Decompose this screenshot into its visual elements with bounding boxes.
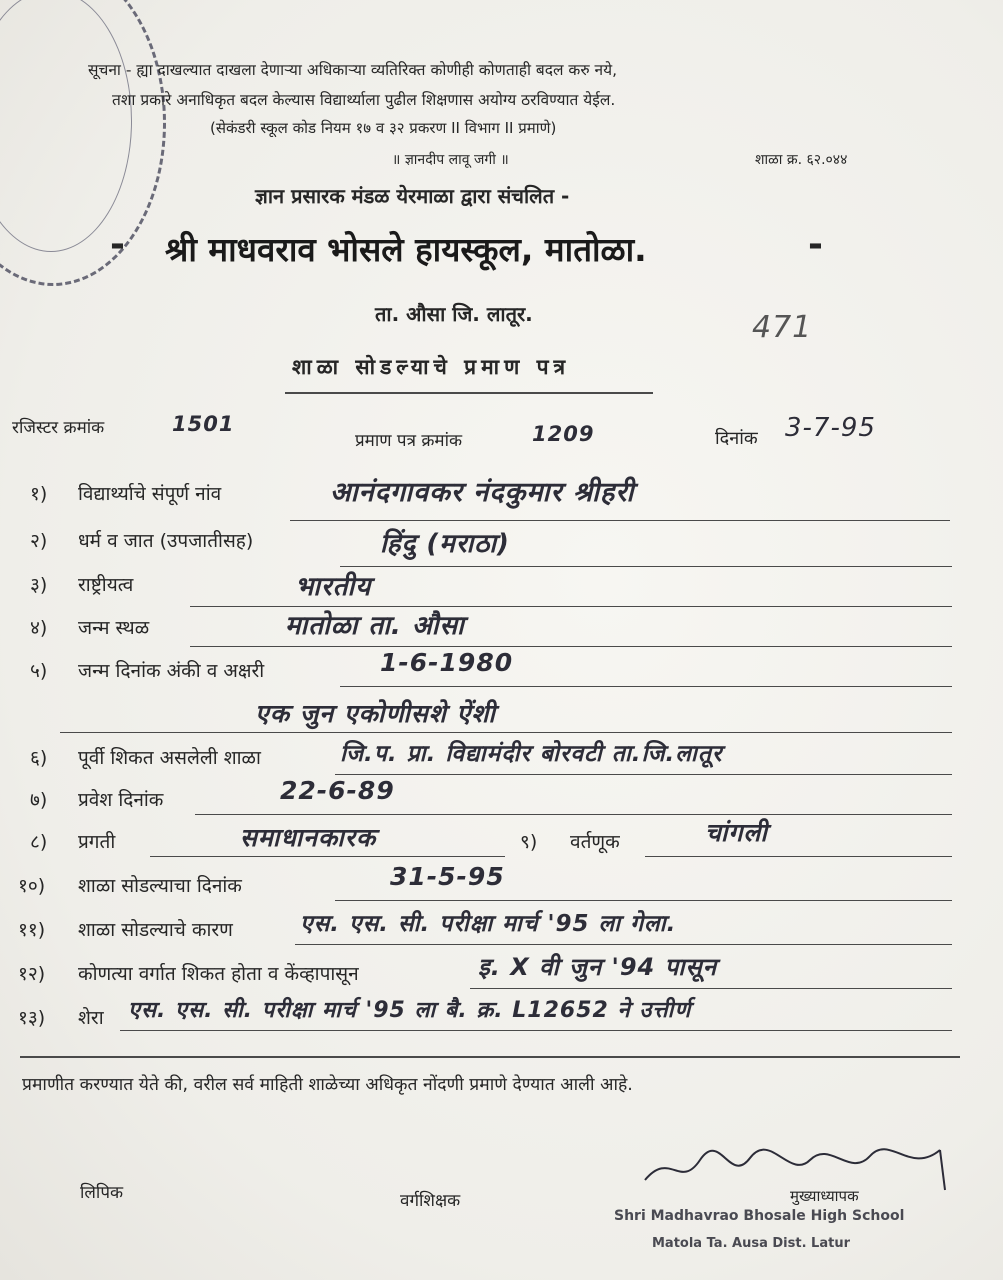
certificate-number-value: 1209 [532,422,595,446]
field-5-number: ५) [30,660,48,682]
field-11-value: एस. एस. सी. परीक्षा मार्च '95 ला गेला. [300,911,677,937]
field-1-value: आनंदगावकर नंदकुमार श्रीहरी [330,477,635,508]
field-2-value: हिंदु (मराठा) [380,529,510,559]
field-4-label: जन्म स्थळ [78,617,150,639]
field-2-label: धर्म व जात (उपजातीसह) [78,530,254,552]
notice-line-1: सूचना - ह्या दाखल्यात दाखला देणाऱ्या अधिकाऱ्या व्यतिरिक्त कोणीही कोणताही बदल करु नये, [88,61,618,79]
field-8-label: प्रगती [78,831,116,853]
field-5-rule [340,686,952,687]
field-4-number: ४) [30,617,48,639]
field-5-words-value: एक जुन एकोणीसशे ऐंशी [255,699,496,728]
notice-line-3: (सेकंडरी स्कूल कोड नियम १७ व ३२ प्रकरण II विभाग II प्रमाणे) [210,119,557,137]
field-3-number: ३) [30,574,48,596]
field-11-number: ११) [18,919,46,941]
field-13-rule [120,1030,952,1031]
title-underline [285,392,653,394]
field-6-rule [335,774,952,775]
school-stamp-line-1: Shri Madhavrao Bhosale High School [614,1208,905,1224]
field-1-rule [290,520,950,521]
field-12-label: कोणत्या वर्गात शिकत होता व केंव्हापासून [78,963,359,985]
field-13-label: शेरा [78,1007,104,1029]
field-5-words-rule [60,732,952,733]
field-5-value: 1-6-1980 [380,648,514,677]
field-7-label: प्रवेश दिनांक [78,789,164,811]
field-5-label: जन्म दिनांक अंकी व अक्षरी [78,660,265,682]
register-label: रजिस्टर क्रमांक [12,418,105,438]
field-11-rule [295,944,952,945]
clerk-label: लिपिक [80,1183,124,1203]
field-6-number: ६) [30,747,48,769]
notice-line-2: तशा प्रकारे अनाधिकृत बदल केल्यास विद्यार्थ्याला पुढील शिक्षणास अयोग्य ठरविण्यात येईल. [112,91,616,109]
field-10-number: १०) [18,875,46,897]
field-11-label: शाळा सोडल्याचे कारण [78,919,233,941]
school-stamp-line-2: Matola Ta. Ausa Dist. Latur [652,1236,850,1251]
register-value: 1501 [172,412,235,436]
field-3-label: राष्ट्रीयत्व [78,574,134,596]
serial-number-handwritten: 471 [752,310,813,345]
conduct-number: ९) [520,831,538,853]
field-1-number: १) [30,483,48,505]
field-12-number: १२) [18,963,46,985]
attestation-text: प्रमाणीत करण्यात येते की, वरील सर्व माहिती शाळेच्या अधिकृत नोंदणी प्रमाणे देण्यात आली आहे. [22,1075,633,1095]
field-10-value: 31-5-95 [390,862,505,891]
field-4-value: मातोळा ता. औसा [285,611,465,641]
school-code: शाळा क्र. ६२.०४४ [755,152,848,168]
school-name: श्री माधवराव भोसले हायस्कूल, मातोळा. [165,230,647,269]
conduct-rule [645,856,952,857]
field-13-value: एस. एस. सी. परीक्षा मार्च '95 ला बै. क्र. L12652 ने उत्तीर्ण [128,998,692,1023]
conduct-label: वर्तणूक [570,831,620,853]
field-10-label: शाळा सोडल्याचा दिनांक [78,875,242,897]
field-8-rule [150,856,505,857]
field-7-value: 22-6-89 [280,776,395,805]
title-dash-left: - [110,224,125,265]
trust-line: ज्ञान प्रसारक मंडळ येरमाळा द्वारा संचलित - [255,184,570,208]
field-7-number: ७) [30,789,48,811]
title-dash-right: - [808,224,823,265]
field-12-rule [470,988,952,989]
location: ता. औसा जि. लातूर. [375,302,533,326]
field-1-label: विद्यार्थ्याचे संपूर्ण नांव [78,483,222,505]
field-2-rule [340,566,952,567]
field-3-value: भारतीय [295,572,372,602]
certificate-title: शाळा सोडल्याचे प्रमाण पत्र [292,355,571,379]
field-6-label: पूर्वी शिकत असलेली शाळा [78,747,261,769]
field-8-value: समाधानकारक [240,823,377,852]
field-7-rule [195,814,952,815]
class-teacher-label: वर्गशिक्षक [400,1191,461,1211]
field-6-value: जि.प. प्रा. विद्यामंदीर बोरवटी ता.जि.लातूर [340,741,723,767]
field-4-rule [190,646,952,647]
field-13-number: १३) [18,1007,46,1029]
certificate-number-label: प्रमाण पत्र क्रमांक [355,431,463,451]
field-10-rule [335,900,952,901]
conduct-value: चांगली [705,818,768,847]
date-value: 3-7-95 [785,413,876,443]
bottom-separator [20,1056,960,1058]
field-12-value: इ. X वी जुन '94 पासून [478,953,718,981]
field-8-number: ८) [30,831,48,853]
field-2-number: २) [30,530,48,552]
headmaster-label: मुख्याध्यापक [790,1187,859,1205]
motto: ॥ ज्ञानदीप लावू जगी ॥ [392,152,509,168]
date-label: दिनांक [715,428,758,449]
